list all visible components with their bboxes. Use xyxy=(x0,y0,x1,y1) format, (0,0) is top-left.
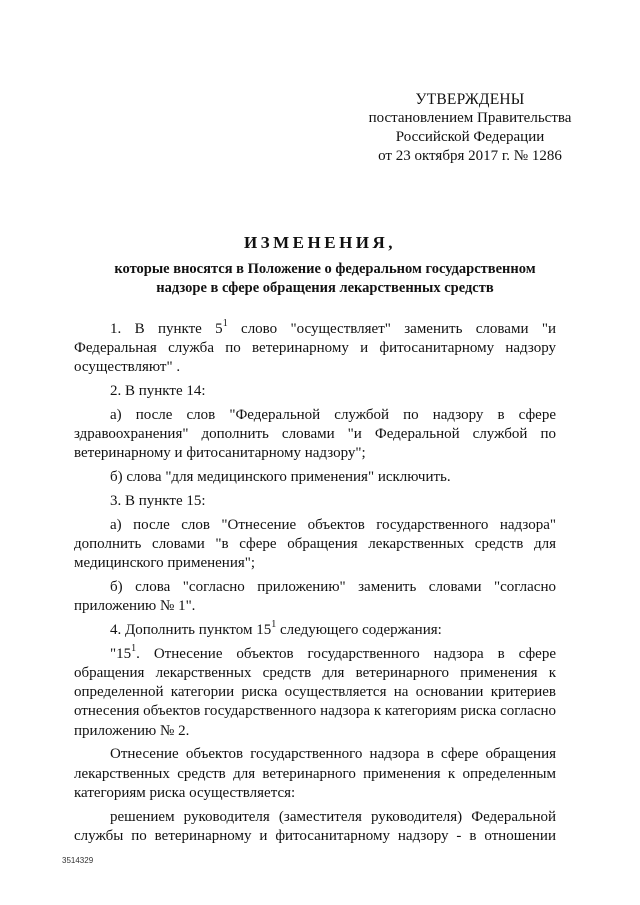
paragraph-10: Отнесение объектов государственного надзора в сфере обращения лекарственных средств для ветеринарного применения к определенным категориям риска осуществляется: xyxy=(74,746,556,801)
approval-line: постановлением Правительства xyxy=(368,110,572,126)
text-run: 1. В пункте 5 xyxy=(110,321,223,337)
subtitle-line: надзоре в сфере обращения лекарственных средств xyxy=(156,280,494,296)
approval-title: УТВЕРЖДЕНЫ xyxy=(415,91,525,108)
text-run: слово "осуществляет" заменить словами "и Федеральная служба по ветеринарному и фитосанитарному надзору осуществляют" . xyxy=(74,321,556,376)
approval-block xyxy=(320,90,620,166)
paragraph-3: а) после слов "Федеральной службой по надзору в сфере здравоохранения" дополнить словами "и Федеральной службой по ветеринарному и фитосанитарному надзору"; xyxy=(74,407,556,462)
document-subtitle xyxy=(60,260,590,298)
paragraph-11: решением руководителя (заместителя руководителя) Федеральной службы по ветеринарному и фитосанитарному надзору - в отношении xyxy=(74,808,556,844)
document-title: ИЗМЕНЕНИЯ, xyxy=(243,233,397,252)
approval-date-number: от 23 октября 2017 г. № 1286 xyxy=(378,148,562,164)
approval-line: Российской Федерации xyxy=(395,129,545,145)
text-run: следующего содержания: xyxy=(276,622,442,638)
superscript: 1 xyxy=(131,642,137,654)
paragraph-1 xyxy=(74,320,556,378)
document-body xyxy=(74,320,556,851)
paragraph-7: б) слова "согласно приложению" заменить словами "согласно приложению № 1". xyxy=(74,579,556,615)
paragraph-6: а) после слов "Отнесение объектов государственного надзора" дополнить словами "в сфере обращения лекарственных средств для медицинского применения"; xyxy=(74,516,556,572)
subtitle-line: которые вносятся в Положение о федеральном государственном xyxy=(114,261,536,277)
superscript: 1 xyxy=(271,619,277,630)
text-run: 4. Дополнить пунктом 15 xyxy=(110,622,272,638)
text-run: "15 xyxy=(110,645,132,662)
paragraph-2: 2. В пункте 14: xyxy=(110,383,206,400)
paragraph-5: 3. В пункте 15: xyxy=(110,493,206,509)
document-id: 3514329 xyxy=(62,856,94,865)
paragraph-8 xyxy=(74,621,556,640)
superscript: 1 xyxy=(222,318,228,329)
paragraph-9 xyxy=(74,642,556,741)
text-run: . Отнесение объектов государственного надзора в сфере обращения лекарственных средств для ветеринарного применения к определенной категории риска осуществляется на основании критериев отнесения объектов государственного надзора к категориям риска согласно приложению № 2. xyxy=(74,645,556,739)
paragraph-4: б) слова "для медицинского применения" исключить. xyxy=(110,469,451,486)
